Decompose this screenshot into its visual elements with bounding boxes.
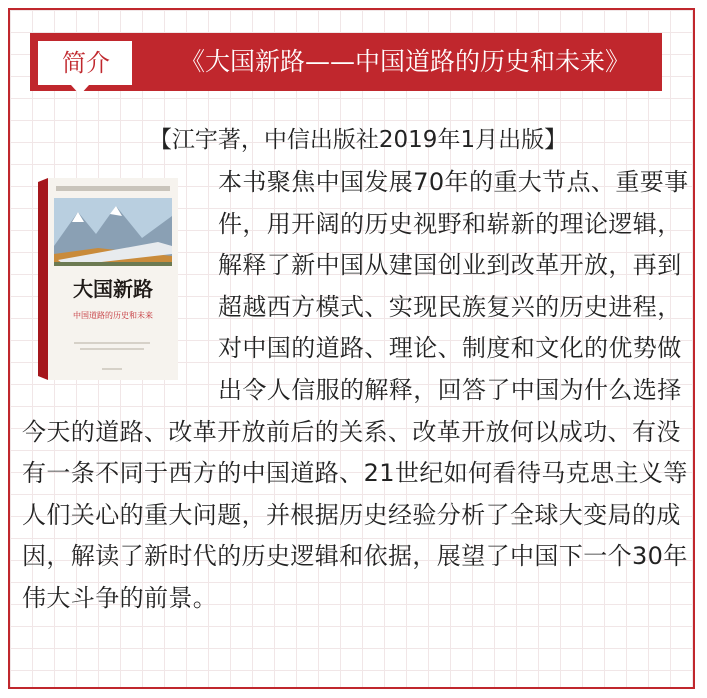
book-cover-subtitle: 中国道路的历史和未来 [73,311,153,320]
book-description-text: 本书聚焦中国发展70年的重大节点、重要事件，用开阔的历史视野和崭新的理论逻辑，解释了新中国从建国创业到改革开放，再到超越西方模式、实现民族复兴的历史进程，对中国的道路、理论、制度和文化的优势做出令人信服的解释，回答了中国为什么选择今天的道路、改革开放前后的关系、改革开放何以成功、有没有一条不同于西方的中国道路、21世纪如何看待马克思主义等人们关心的重大问题，并根据历史经验分析了全球大变局的成因，解读了新时代的历史逻辑和依据，展望了中国下一个30年伟大斗争的前景。 [22,168,689,612]
intro-tag-label: 简介 [62,49,110,77]
book-title: 《大国新路——中国道路的历史和未来》 [179,47,630,76]
book-description [22,162,694,620]
cover-wrap-space [22,162,218,410]
book-cover-title: 大国新路 [73,277,153,301]
intro-tag [37,40,133,86]
publication-info: 【江宇著，中信出版社2019年1月出版】 [148,127,568,153]
tag-pointer [71,85,89,95]
